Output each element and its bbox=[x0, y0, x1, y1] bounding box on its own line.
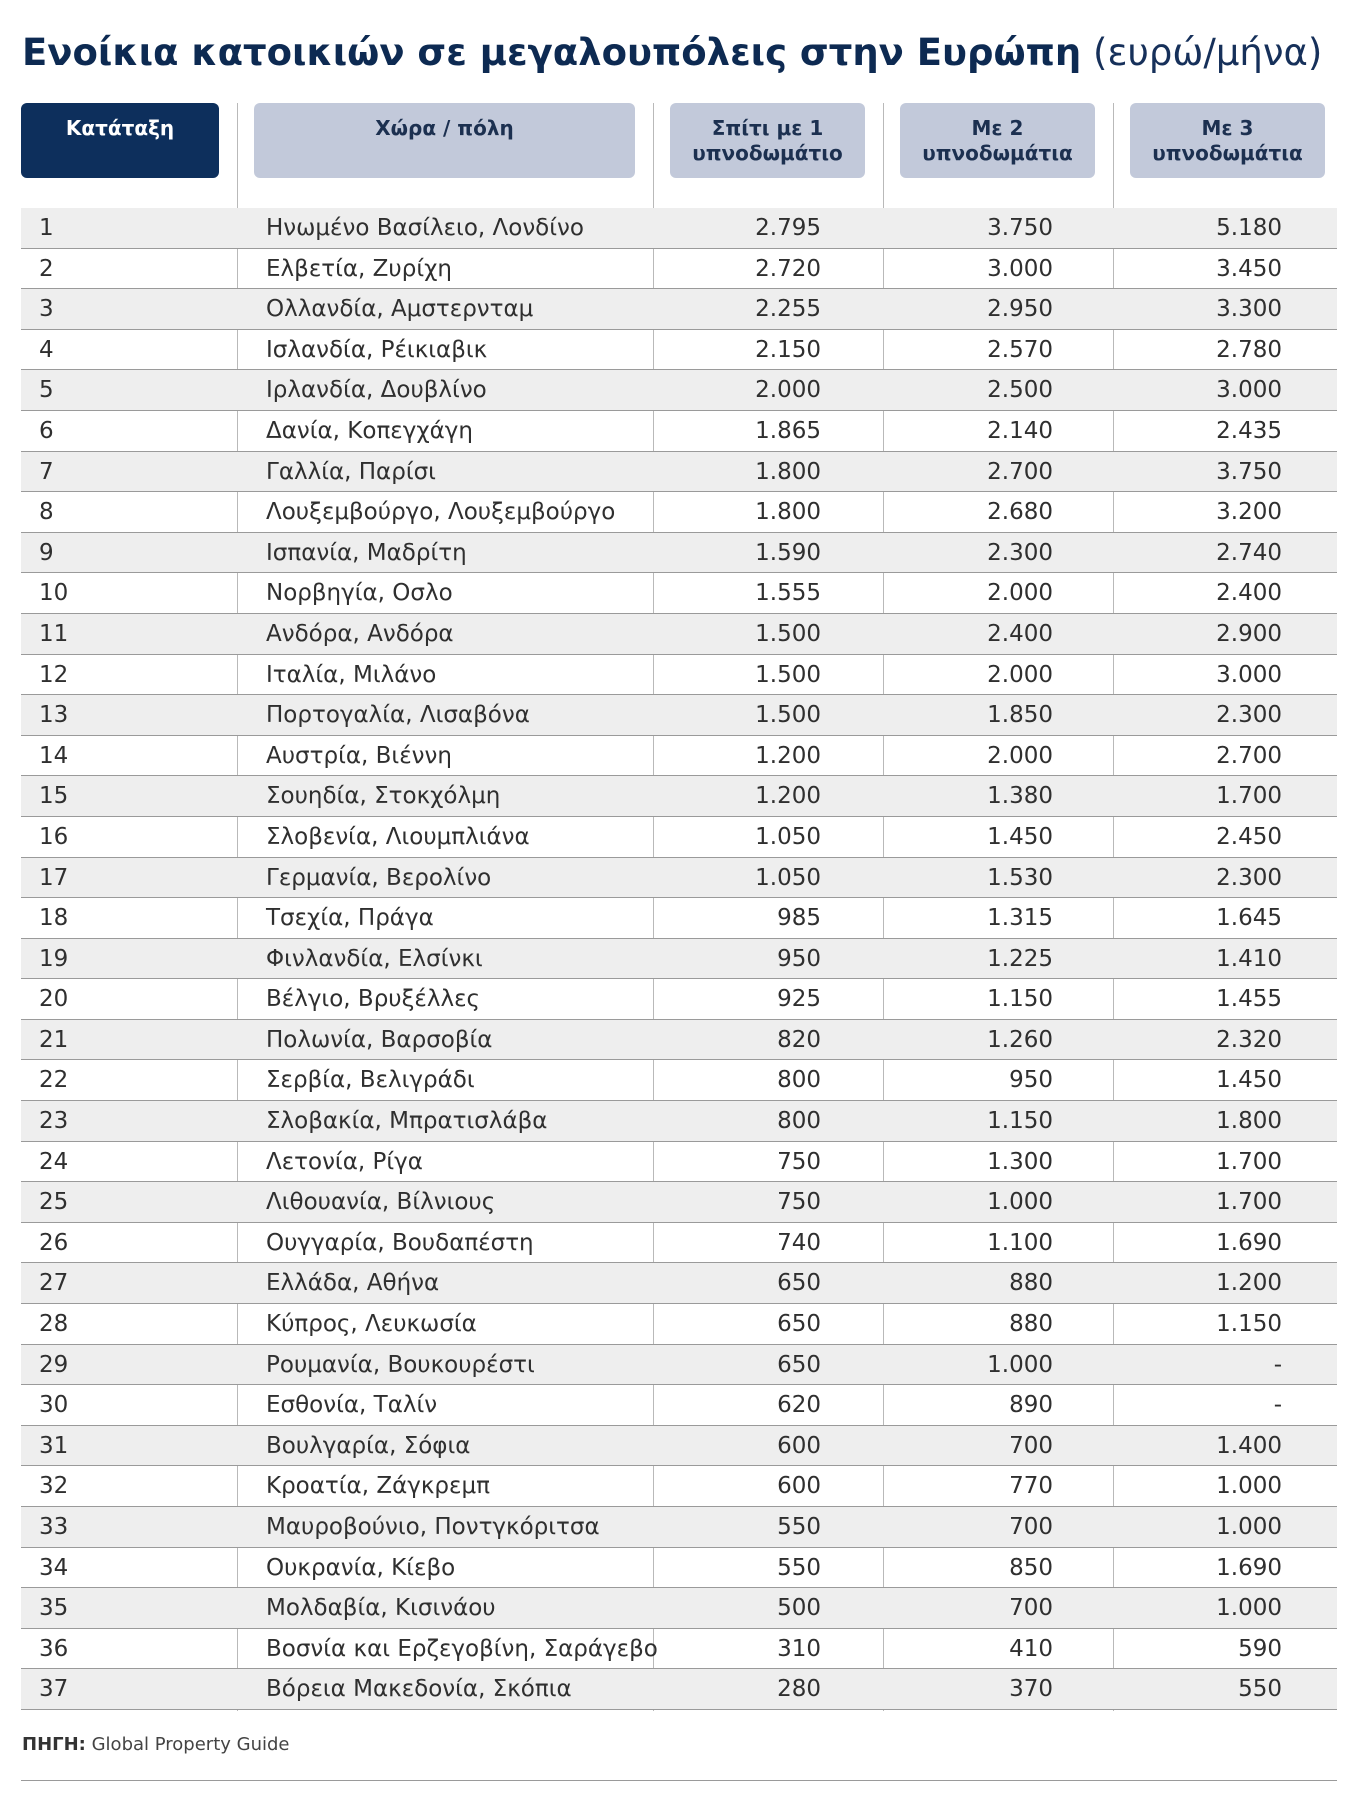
rank-cell: 23 bbox=[39, 1108, 69, 1135]
table-row bbox=[21, 330, 1337, 371]
three-bedrooms-cell: 2.450 bbox=[1216, 823, 1282, 850]
three-bedrooms-cell: 1.000 bbox=[1216, 1595, 1282, 1622]
three-bedrooms-cell: 1.800 bbox=[1216, 1108, 1282, 1135]
two-bedrooms-cell: 2.000 bbox=[987, 661, 1053, 688]
three-bedrooms-cell: - bbox=[1273, 1351, 1282, 1378]
table-row bbox=[21, 1548, 1337, 1589]
city-cell: Ουκρανία, Κίεβο bbox=[266, 1554, 456, 1581]
two-bedrooms-cell: 2.400 bbox=[987, 620, 1053, 647]
two-bedrooms-cell: 370 bbox=[1009, 1676, 1053, 1703]
one-bedroom-cell: 650 bbox=[777, 1311, 821, 1338]
two-bedrooms-cell: 410 bbox=[1009, 1635, 1053, 1662]
three-bedrooms-cell: 1.700 bbox=[1216, 783, 1282, 810]
one-bedroom-cell: 1.200 bbox=[755, 742, 821, 769]
table-row bbox=[21, 1304, 1337, 1345]
city-cell: Βέλγιο, Βρυξέλλες bbox=[266, 986, 481, 1013]
three-bedrooms-cell: 3.000 bbox=[1216, 661, 1282, 688]
rank-cell: 10 bbox=[39, 580, 69, 607]
rank-cell: 17 bbox=[39, 864, 69, 891]
one-bedroom-cell: 1.500 bbox=[755, 661, 821, 688]
rank-cell: 27 bbox=[39, 1270, 69, 1297]
one-bedroom-cell: 925 bbox=[777, 986, 821, 1013]
two-bedrooms-cell: 3.750 bbox=[987, 215, 1053, 241]
one-bedroom-cell: 820 bbox=[777, 1026, 821, 1053]
city-cell: Γαλλία, Παρίσι bbox=[266, 458, 436, 485]
title-unit: (ευρώ/μήνα) bbox=[1093, 31, 1323, 74]
two-bedrooms-cell: 850 bbox=[1009, 1554, 1053, 1581]
rank-cell: 7 bbox=[39, 458, 54, 485]
city-cell: Ρουμανία, Βουκουρέστι bbox=[266, 1351, 535, 1378]
city-cell: Μολδαβία, Κισινάου bbox=[266, 1595, 496, 1622]
city-cell: Σλοβακία, Μπρατισλάβα bbox=[266, 1108, 548, 1135]
one-bedroom-cell: 2.150 bbox=[755, 336, 821, 363]
one-bedroom-cell: 280 bbox=[777, 1676, 821, 1703]
rank-cell: 36 bbox=[39, 1635, 69, 1662]
three-bedrooms-cell: - bbox=[1273, 1392, 1282, 1419]
rank-cell: 3 bbox=[39, 296, 54, 323]
rank-cell: 14 bbox=[39, 742, 69, 769]
three-bedrooms-cell: 1.455 bbox=[1216, 986, 1282, 1013]
two-bedrooms-cell: 1.530 bbox=[987, 864, 1053, 891]
two-bedrooms-cell: 1.450 bbox=[987, 823, 1053, 850]
table-row bbox=[21, 1020, 1337, 1061]
rank-cell: 26 bbox=[39, 1229, 69, 1256]
two-bedrooms-cell: 890 bbox=[1009, 1392, 1053, 1419]
city-cell: Βόρεια Μακεδονία, Σκόπια bbox=[266, 1676, 572, 1703]
three-bedrooms-cell: 2.435 bbox=[1216, 417, 1282, 444]
rank-cell: 1 bbox=[39, 215, 54, 241]
city-cell: Ελβετία, Ζυρίχη bbox=[266, 255, 452, 282]
two-bedrooms-cell: 1.225 bbox=[987, 945, 1053, 972]
chart-title bbox=[22, 28, 1342, 78]
three-bedrooms-cell: 1.150 bbox=[1216, 1311, 1282, 1338]
rank-cell: 5 bbox=[39, 377, 54, 404]
rank-cell: 29 bbox=[39, 1351, 69, 1378]
table-row bbox=[21, 1101, 1337, 1142]
three-bedrooms-cell: 2.700 bbox=[1216, 742, 1282, 769]
three-bedrooms-cell: 590 bbox=[1238, 1635, 1282, 1662]
three-bedrooms-cell: 3.450 bbox=[1216, 255, 1282, 282]
city-cell: Πολωνία, Βαρσοβία bbox=[266, 1026, 493, 1053]
two-bedrooms-cell: 2.300 bbox=[987, 539, 1053, 566]
two-bedrooms-cell: 1.000 bbox=[987, 1351, 1053, 1378]
table-row bbox=[21, 1507, 1337, 1548]
rank-cell: 6 bbox=[39, 417, 54, 444]
two-bedrooms-cell: 880 bbox=[1009, 1311, 1053, 1338]
table-row bbox=[21, 655, 1337, 696]
two-bedrooms-cell: 1.380 bbox=[987, 783, 1053, 810]
table-row bbox=[21, 289, 1337, 330]
city-cell: Φινλανδία, Ελσίνκι bbox=[266, 945, 483, 972]
two-bedrooms-cell: 1.000 bbox=[987, 1189, 1053, 1216]
two-bedrooms-cell: 3.000 bbox=[987, 255, 1053, 282]
table-row bbox=[21, 208, 1337, 249]
rank-cell: 18 bbox=[39, 905, 69, 932]
rank-cell: 16 bbox=[39, 823, 69, 850]
table-row bbox=[21, 1466, 1337, 1507]
table-row bbox=[21, 695, 1337, 736]
rank-cell: 19 bbox=[39, 945, 69, 972]
two-bedrooms-cell: 1.100 bbox=[987, 1229, 1053, 1256]
three-bedrooms-cell: 3.750 bbox=[1216, 458, 1282, 485]
rank-cell: 13 bbox=[39, 702, 69, 729]
table-row bbox=[21, 1669, 1337, 1710]
city-cell: Ιταλία, Μιλάνο bbox=[266, 661, 437, 688]
one-bedroom-cell: 600 bbox=[777, 1432, 821, 1459]
source-text: Global Property Guide bbox=[91, 1734, 290, 1755]
table-row bbox=[21, 573, 1337, 614]
city-cell: Κροατία, Ζάγκρεμπ bbox=[266, 1473, 490, 1500]
table-body bbox=[21, 208, 1337, 1710]
two-bedrooms-cell: 1.260 bbox=[987, 1026, 1053, 1053]
one-bedroom-cell: 2.255 bbox=[755, 296, 821, 323]
one-bedroom-cell: 1.555 bbox=[755, 580, 821, 607]
title-main: Ενοίκια κατοικιών σε μεγαλουπόλεις στην Ευρώπη bbox=[22, 31, 1082, 74]
table-row bbox=[21, 492, 1337, 533]
one-bedroom-cell: 550 bbox=[777, 1554, 821, 1581]
one-bedroom-cell: 985 bbox=[777, 905, 821, 932]
table-row bbox=[21, 817, 1337, 858]
one-bedroom-cell: 1.500 bbox=[755, 620, 821, 647]
city-cell: Ανδόρα, Ανδόρα bbox=[266, 620, 454, 647]
rank-cell: 22 bbox=[39, 1067, 69, 1094]
footer-divider bbox=[21, 1780, 1337, 1781]
table-header bbox=[0, 103, 1360, 179]
one-bedroom-cell: 2.795 bbox=[755, 215, 821, 241]
two-bedrooms-cell: 770 bbox=[1009, 1473, 1053, 1500]
table-row bbox=[21, 1629, 1337, 1670]
city-cell: Βοσνία και Ερζεγοβίνη, Σαράγεβο bbox=[266, 1635, 658, 1662]
three-bedrooms-cell: 2.320 bbox=[1216, 1026, 1282, 1053]
two-bedrooms-cell: 1.850 bbox=[987, 702, 1053, 729]
rank-cell: 4 bbox=[39, 336, 54, 363]
three-bedrooms-cell: 2.740 bbox=[1216, 539, 1282, 566]
city-cell: Πορτογαλία, Λισαβόνα bbox=[266, 702, 530, 729]
two-bedrooms-cell: 1.150 bbox=[987, 986, 1053, 1013]
one-bedroom-cell: 650 bbox=[777, 1270, 821, 1297]
city-cell: Λετονία, Ρίγα bbox=[266, 1148, 423, 1175]
city-cell: Ουγγαρία, Βουδαπέστη bbox=[266, 1229, 534, 1256]
two-bedrooms-cell: 700 bbox=[1009, 1514, 1053, 1540]
one-bedroom-cell: 1.050 bbox=[755, 864, 821, 891]
two-bedrooms-cell: 2.140 bbox=[987, 417, 1053, 444]
one-bedroom-cell: 500 bbox=[777, 1595, 821, 1622]
one-bedroom-cell: 620 bbox=[777, 1392, 821, 1419]
two-bedrooms-cell: 2.570 bbox=[987, 336, 1053, 363]
three-bedrooms-cell: 3.200 bbox=[1216, 499, 1282, 526]
one-bedroom-cell: 2.000 bbox=[755, 377, 821, 404]
city-cell: Βουλγαρία, Σόφια bbox=[266, 1432, 471, 1459]
city-cell: Δανία, Κοπεγχάγη bbox=[266, 417, 473, 444]
rank-cell: 20 bbox=[39, 986, 69, 1013]
three-bedrooms-cell: 1.200 bbox=[1216, 1270, 1282, 1297]
rank-cell: 33 bbox=[39, 1514, 69, 1540]
rank-cell: 8 bbox=[39, 499, 54, 526]
two-bedrooms-cell: 700 bbox=[1009, 1595, 1053, 1622]
one-bedroom-cell: 750 bbox=[777, 1189, 821, 1216]
city-cell: Ολλανδία, Αμστερνταμ bbox=[266, 296, 534, 323]
one-bedroom-cell: 1.865 bbox=[755, 417, 821, 444]
city-cell: Ισπανία, Μαδρίτη bbox=[266, 539, 467, 566]
three-bedrooms-cell: 1.645 bbox=[1216, 905, 1282, 932]
one-bedroom-cell: 800 bbox=[777, 1108, 821, 1135]
one-bedroom-cell: 1.050 bbox=[755, 823, 821, 850]
city-cell: Μαυροβούνιο, Ποντγκόριτσα bbox=[266, 1514, 600, 1540]
table-row bbox=[21, 736, 1337, 777]
two-bedrooms-cell: 2.950 bbox=[987, 296, 1053, 323]
table-row bbox=[21, 1385, 1337, 1426]
table-row bbox=[21, 1345, 1337, 1386]
two-bedrooms-cell: 2.000 bbox=[987, 742, 1053, 769]
rank-cell: 25 bbox=[39, 1189, 69, 1216]
table-row bbox=[21, 898, 1337, 939]
table-row bbox=[21, 979, 1337, 1020]
one-bedroom-cell: 1.800 bbox=[755, 499, 821, 526]
header-rank: Κατάταξη bbox=[21, 103, 219, 178]
city-cell: Γερμανία, Βερολίνο bbox=[266, 864, 492, 891]
rank-cell: 37 bbox=[39, 1676, 69, 1703]
three-bedrooms-cell: 1.690 bbox=[1216, 1554, 1282, 1581]
three-bedrooms-cell: 1.700 bbox=[1216, 1148, 1282, 1175]
two-bedrooms-cell: 880 bbox=[1009, 1270, 1053, 1297]
two-bedrooms-cell: 1.150 bbox=[987, 1108, 1053, 1135]
rank-cell: 31 bbox=[39, 1432, 69, 1459]
three-bedrooms-cell: 5.180 bbox=[1216, 215, 1282, 241]
city-cell: Ιρλανδία, Δουβλίνο bbox=[266, 377, 487, 404]
header-one-bedroom: Σπίτι με 1 υπνοδωμάτιο bbox=[670, 103, 865, 178]
two-bedrooms-cell: 700 bbox=[1009, 1432, 1053, 1459]
city-cell: Ελλάδα, Αθήνα bbox=[266, 1270, 440, 1297]
table-row bbox=[21, 1263, 1337, 1304]
three-bedrooms-cell: 2.300 bbox=[1216, 864, 1282, 891]
three-bedrooms-cell: 3.300 bbox=[1216, 296, 1282, 323]
two-bedrooms-cell: 1.315 bbox=[987, 905, 1053, 932]
city-cell: Νορβηγία, Οσλο bbox=[266, 580, 453, 607]
table-row bbox=[21, 939, 1337, 980]
city-cell: Τσεχία, Πράγα bbox=[266, 905, 434, 932]
table-row bbox=[21, 452, 1337, 493]
table-row bbox=[21, 858, 1337, 899]
city-cell: Ηνωμένο Βασίλειο, Λονδίνο bbox=[266, 215, 584, 241]
two-bedrooms-cell: 950 bbox=[1009, 1067, 1053, 1094]
table-row bbox=[21, 1182, 1337, 1223]
one-bedroom-cell: 550 bbox=[777, 1514, 821, 1540]
three-bedrooms-cell: 2.300 bbox=[1216, 702, 1282, 729]
three-bedrooms-cell: 1.700 bbox=[1216, 1189, 1282, 1216]
table-row bbox=[21, 614, 1337, 655]
table-row bbox=[21, 1223, 1337, 1264]
table-row bbox=[21, 1142, 1337, 1183]
table-row bbox=[21, 1426, 1337, 1467]
one-bedroom-cell: 1.500 bbox=[755, 702, 821, 729]
one-bedroom-cell: 310 bbox=[777, 1635, 821, 1662]
rank-cell: 15 bbox=[39, 783, 69, 810]
three-bedrooms-cell: 1.690 bbox=[1216, 1229, 1282, 1256]
source-label: ΠΗΓΗ: bbox=[22, 1734, 86, 1755]
city-cell: Σουηδία, Στοκχόλμη bbox=[266, 783, 501, 810]
rank-cell: 9 bbox=[39, 539, 54, 566]
table-row bbox=[21, 370, 1337, 411]
rank-cell: 21 bbox=[39, 1026, 69, 1053]
rank-cell: 12 bbox=[39, 661, 69, 688]
rank-cell: 32 bbox=[39, 1473, 69, 1500]
three-bedrooms-cell: 1.410 bbox=[1216, 945, 1282, 972]
city-cell: Αυστρία, Βιέννη bbox=[266, 742, 452, 769]
city-cell: Λιθουανία, Βίλνιους bbox=[266, 1189, 496, 1216]
three-bedrooms-cell: 2.900 bbox=[1216, 620, 1282, 647]
city-cell: Κύπρος, Λευκωσία bbox=[266, 1311, 477, 1338]
header-two-bedrooms: Με 2 υπνοδωμάτια bbox=[900, 103, 1095, 178]
one-bedroom-cell: 1.590 bbox=[755, 539, 821, 566]
one-bedroom-cell: 2.720 bbox=[755, 255, 821, 282]
one-bedroom-cell: 600 bbox=[777, 1473, 821, 1500]
table-row bbox=[21, 1588, 1337, 1629]
one-bedroom-cell: 800 bbox=[777, 1067, 821, 1094]
three-bedrooms-cell: 1.400 bbox=[1216, 1432, 1282, 1459]
three-bedrooms-cell: 2.400 bbox=[1216, 580, 1282, 607]
rank-cell: 34 bbox=[39, 1554, 69, 1581]
table-row bbox=[21, 411, 1337, 452]
city-cell: Σερβία, Βελιγράδι bbox=[266, 1067, 475, 1094]
one-bedroom-cell: 950 bbox=[777, 945, 821, 972]
one-bedroom-cell: 650 bbox=[777, 1351, 821, 1378]
rank-cell: 11 bbox=[39, 620, 69, 647]
one-bedroom-cell: 740 bbox=[777, 1229, 821, 1256]
rank-cell: 24 bbox=[39, 1148, 69, 1175]
three-bedrooms-cell: 3.000 bbox=[1216, 377, 1282, 404]
city-cell: Εσθονία, Ταλίν bbox=[266, 1392, 438, 1419]
rank-cell: 35 bbox=[39, 1595, 69, 1622]
header-three-bedrooms: Με 3 υπνοδωμάτια bbox=[1130, 103, 1325, 178]
one-bedroom-cell: 1.800 bbox=[755, 458, 821, 485]
two-bedrooms-cell: 2.500 bbox=[987, 377, 1053, 404]
table-row bbox=[21, 776, 1337, 817]
two-bedrooms-cell: 2.000 bbox=[987, 580, 1053, 607]
two-bedrooms-cell: 2.680 bbox=[987, 499, 1053, 526]
city-cell: Ισλανδία, Ρέικιαβικ bbox=[266, 336, 488, 363]
three-bedrooms-cell: 1.450 bbox=[1216, 1067, 1282, 1094]
three-bedrooms-cell: 1.000 bbox=[1216, 1514, 1282, 1540]
city-cell: Λουξεμβούργο, Λουξεμβούργο bbox=[266, 499, 616, 526]
rank-cell: 28 bbox=[39, 1311, 69, 1338]
one-bedroom-cell: 750 bbox=[777, 1148, 821, 1175]
one-bedroom-cell: 1.200 bbox=[755, 783, 821, 810]
table-row bbox=[21, 249, 1337, 290]
three-bedrooms-cell: 1.000 bbox=[1216, 1473, 1282, 1500]
header-city: Χώρα / πόλη bbox=[254, 103, 635, 178]
three-bedrooms-cell: 550 bbox=[1238, 1676, 1282, 1703]
source-note bbox=[22, 1734, 290, 1755]
three-bedrooms-cell: 2.780 bbox=[1216, 336, 1282, 363]
two-bedrooms-cell: 1.300 bbox=[987, 1148, 1053, 1175]
two-bedrooms-cell: 2.700 bbox=[987, 458, 1053, 485]
rank-cell: 30 bbox=[39, 1392, 69, 1419]
table-row bbox=[21, 1060, 1337, 1101]
rank-cell: 2 bbox=[39, 255, 54, 282]
city-cell: Σλοβενία, Λιουμπλιάνα bbox=[266, 823, 530, 850]
table-row bbox=[21, 533, 1337, 574]
